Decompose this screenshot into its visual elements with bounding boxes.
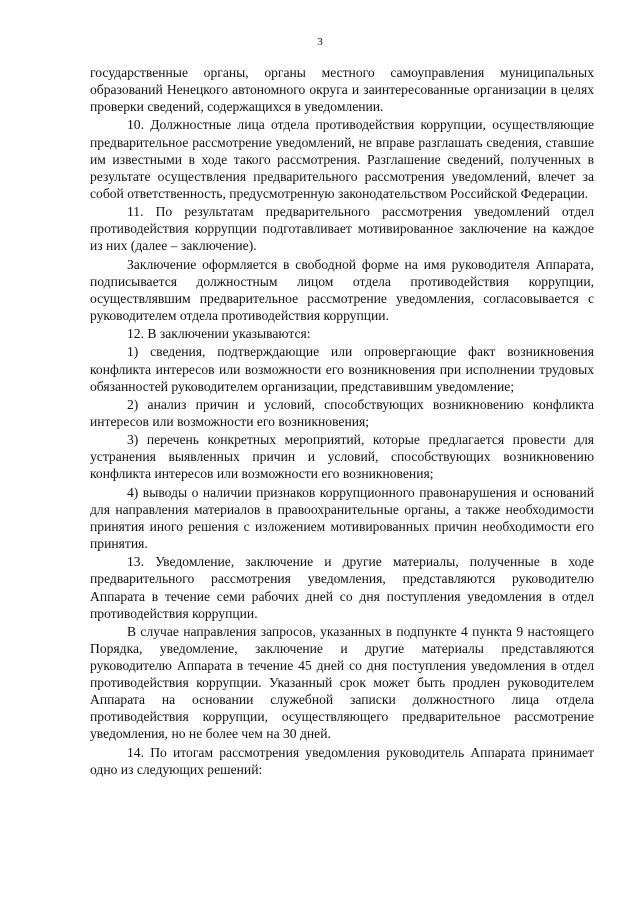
paragraph: Заключение оформляется в свободной форме на имя руководителя Аппарата, подписывается должностным лицом отдела противодействия коррупции, осуществлявшим предварительное рассмотрение уведомления, согласовывается с руководителем отдела противодействия коррупции. xyxy=(90,256,594,323)
page-number: 3 xyxy=(317,36,323,48)
list-item: 4) выводы о наличии признаков коррупционного правонарушения и оснований для направления материалов в правоохранительные органы, а также необходимости принятия иного решения с изложением мотивированных причин необходимости его принятия. xyxy=(90,484,594,552)
paragraph: В случае направления запросов, указанных в подпункте 4 пункта 9 настоящего Порядка, уведомление, заключение и другие материалы представляются руководителю Аппарата в течение 45 дней со дня поступления уведомления в отдел противодействия коррупции. Указанный срок может быть продлен руководителем Аппарата на основании служебной записки должностного лица отдела противодействия коррупции, осуществляющего предварительное рассмотрение уведомления, но не более чем на 30 дней. xyxy=(90,623,594,742)
document-body xyxy=(90,64,594,779)
paragraph: 11. По результатам предварительного рассмотрения уведомлений отдел противодействия коррупции подготавливает мотивированное заключение на каждое из них (далее – заключение). xyxy=(90,204,594,254)
list-item: 3) перечень конкретных мероприятий, которые предлагается провести для устранения выявленных причин и условий, способствующих возникновению конфликта интересов или возможности его возникновения; xyxy=(90,432,594,482)
paragraph: государственные органы, органы местного самоуправления муниципальных образований Ненецкого автономного округа и заинтересованные организации в целях проверки сведений, содержащихся в уведомлении. xyxy=(90,65,594,115)
paragraph: 10. Должностные лица отдела противодействия коррупции, осуществляющие предварительное рассмотрение уведомлений, не вправе разглашать сведения, ставшие им известными в ходе такого рассмотрения. Разглашение сведений, полученных в результате осуществления предварительного рассмотрения уведомлений, влечет за собой ответственность, предусмотренную законодательством Российской Федерации. xyxy=(90,117,594,201)
paragraph: 13. Уведомление, заключение и другие материалы, полученные в ходе предварительного рассмотрения уведомления, представляются руководителю Аппарата в течение семи рабочих дней со дня поступления уведомления в отдел противодействия коррупции. xyxy=(90,554,594,621)
paragraph: 12. В заключении указываются: xyxy=(127,326,311,342)
list-item: 1) сведения, подтверждающие или опровергающие факт возникновения конфликта интересов или возможности его возникновения при исполнении трудовых обязанностей руководителем организации, представившим уведомление; xyxy=(90,344,594,394)
paragraph: 14. По итогам рассмотрения уведомления руководитель Аппарата принимает одно из следующих решений: xyxy=(90,744,594,777)
list-item: 2) анализ причин и условий, способствующих возникновению конфликта интересов или возможности его возникновения; xyxy=(90,396,594,429)
